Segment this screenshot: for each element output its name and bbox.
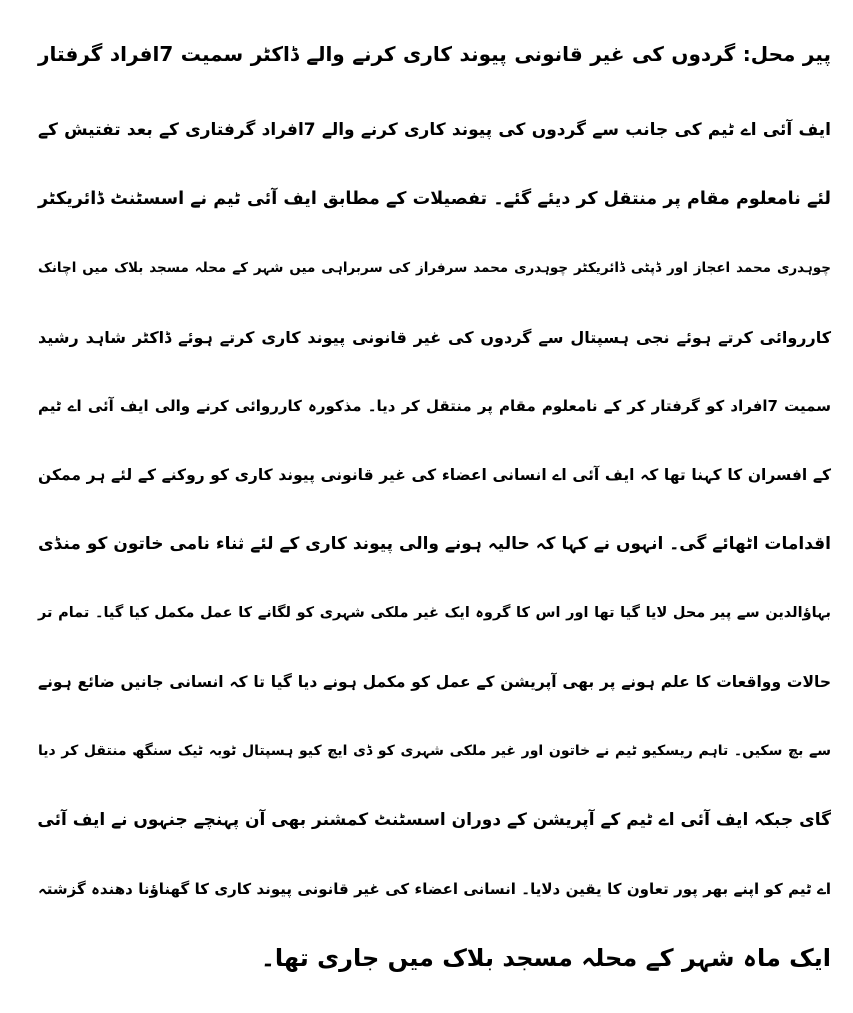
article-line: ایک ماہ شہر کے محلہ مسجد بلاک میں جاری تھا۔	[260, 944, 831, 972]
news-article	[38, 28, 831, 993]
article-line: گای جبکہ ایف آئی اے ٹیم کے آپریشن کے دوران اسسٹنٹ کمشنر بھی آن پہنچے جنہوں نے ایف آئی	[37, 810, 831, 830]
article-line: چوہدری محمد اعجاز اور ڈپٹی ڈائریکٹر چوہدری محمد سرفراز کی سربراہی میں شہر کے محلہ مسجد بلاک میں اچانک	[38, 260, 831, 276]
article-line: سے بچ سکیں۔ تاہم ریسکیو ٹیم نے خاتون اور غیر ملکی شہری کو ڈی ایچ کیو ہسپتال ٹوبہ ٹیک سنگھ منتقل کر دیا	[38, 743, 831, 759]
article-line: اے ٹیم کو اپنے بھر پور تعاون کا یقین دلایا۔ انسانی اعضاء کی غیر قانونی پیوند کاری کا گھناؤنا دھندہ گزشتہ	[38, 880, 831, 898]
article-line: اقدامات اٹھائے گی۔ انہوں نے کہا کہ حالیہ ہونے والی پیوند کاری کے لئے ثناء نامی خاتون کو منڈی	[38, 534, 831, 554]
article-line: کارروائی کرتے ہوئے نجی ہسپتال سے گردوں کی غیر قانونی پیوند کاری کرتے ہوئے ڈاکٹر شاہد رشید	[38, 328, 831, 347]
article-line: لئے نامعلوم مقام پر منتقل کر دیئے گئے۔ تفصیلات کے مطابق ایف آئی ٹیم نے اسسٹنٹ ڈائریکٹر	[38, 189, 831, 209]
article-headline: پیر محل: گردوں کی غیر قانونی پیوند کاری کرنے والے ڈاکٹر سمیت 7افراد گرفتار	[38, 42, 831, 66]
article-line: حالات وواقعات کا علم ہونے پر بھی آپریشن کے عمل کو مکمل ہونے دیا گیا تا کہ انسانی جانیں ضائع ہونے	[38, 673, 831, 691]
article-body	[38, 96, 831, 993]
article-line: کے افسران کا کہنا تھا کہ ایف آئی اے انسانی اعضاء کی غیر قانونی پیوند کاری کو روکنے کے لئے ہر ممکن	[38, 466, 831, 484]
article-line: بہاؤالدین سے پیر محل لایا گیا تھا اور اس کا گروہ ایک غیر ملکی شہری کو لگانے کا عمل مکمل کیا گیا۔ تمام تر	[38, 605, 831, 621]
article-line: ایف آئی اے ٹیم کی جانب سے گردوں کی پیوند کاری کرنے والے 7افراد گرفتاری کے بعد تفتیش کے	[38, 120, 831, 140]
article-line: سمیت 7افراد کو گرفتار کر کے نامعلوم مقام پر منتقل کر دیا۔ مذکورہ کارروائی کرنے والی ایف آئی اے ٹیم	[38, 397, 831, 415]
